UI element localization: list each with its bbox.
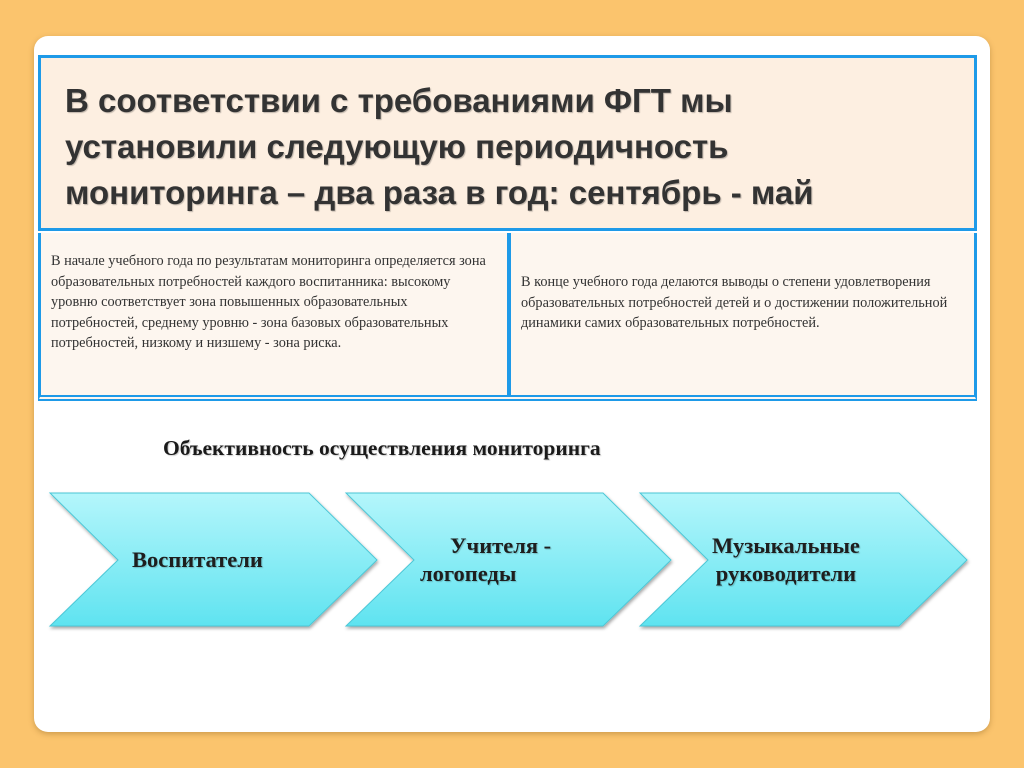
title-line-1: В соответствии с требованиями ФГТ мы <box>65 82 733 119</box>
section-heading: Объективность осуществления мониторинга <box>163 436 601 460</box>
table-cell-end-of-year: В конце учебного года делаются выводы о степени удовлетворения образовательных потребностей детей и о достижении положительной динамики самих образовательных потребностей. <box>521 274 948 331</box>
chevron-label-3 <box>712 532 860 588</box>
title-line-2: установили следующую периодичность <box>65 128 729 165</box>
title-line-3: мониторинга – два раза в год: сентябрь - май <box>65 174 814 211</box>
chevron-label-2-line-2: логопеды <box>420 561 517 586</box>
chevron-label-1 <box>132 546 263 574</box>
chevron-label-3-line-1: Музыкальные <box>712 533 860 558</box>
chevron-label-2 <box>420 532 551 588</box>
chevron-label-2-line-1: Учителя - <box>450 533 552 558</box>
chevron-label-1-line-1: Воспитатели <box>132 547 263 572</box>
table-cell-start-of-year: В начале учебного года по результатам мониторинга определяется зона образовательных потребностей каждого воспитанника: высокому уровню соответствует зона повышенных образовательных потребностей, среднему уровню - зона базовых образовательных потребностей, низкому и низшему - зона риска. <box>41 233 511 395</box>
chevron-label-3-line-2: руководители <box>715 561 857 586</box>
